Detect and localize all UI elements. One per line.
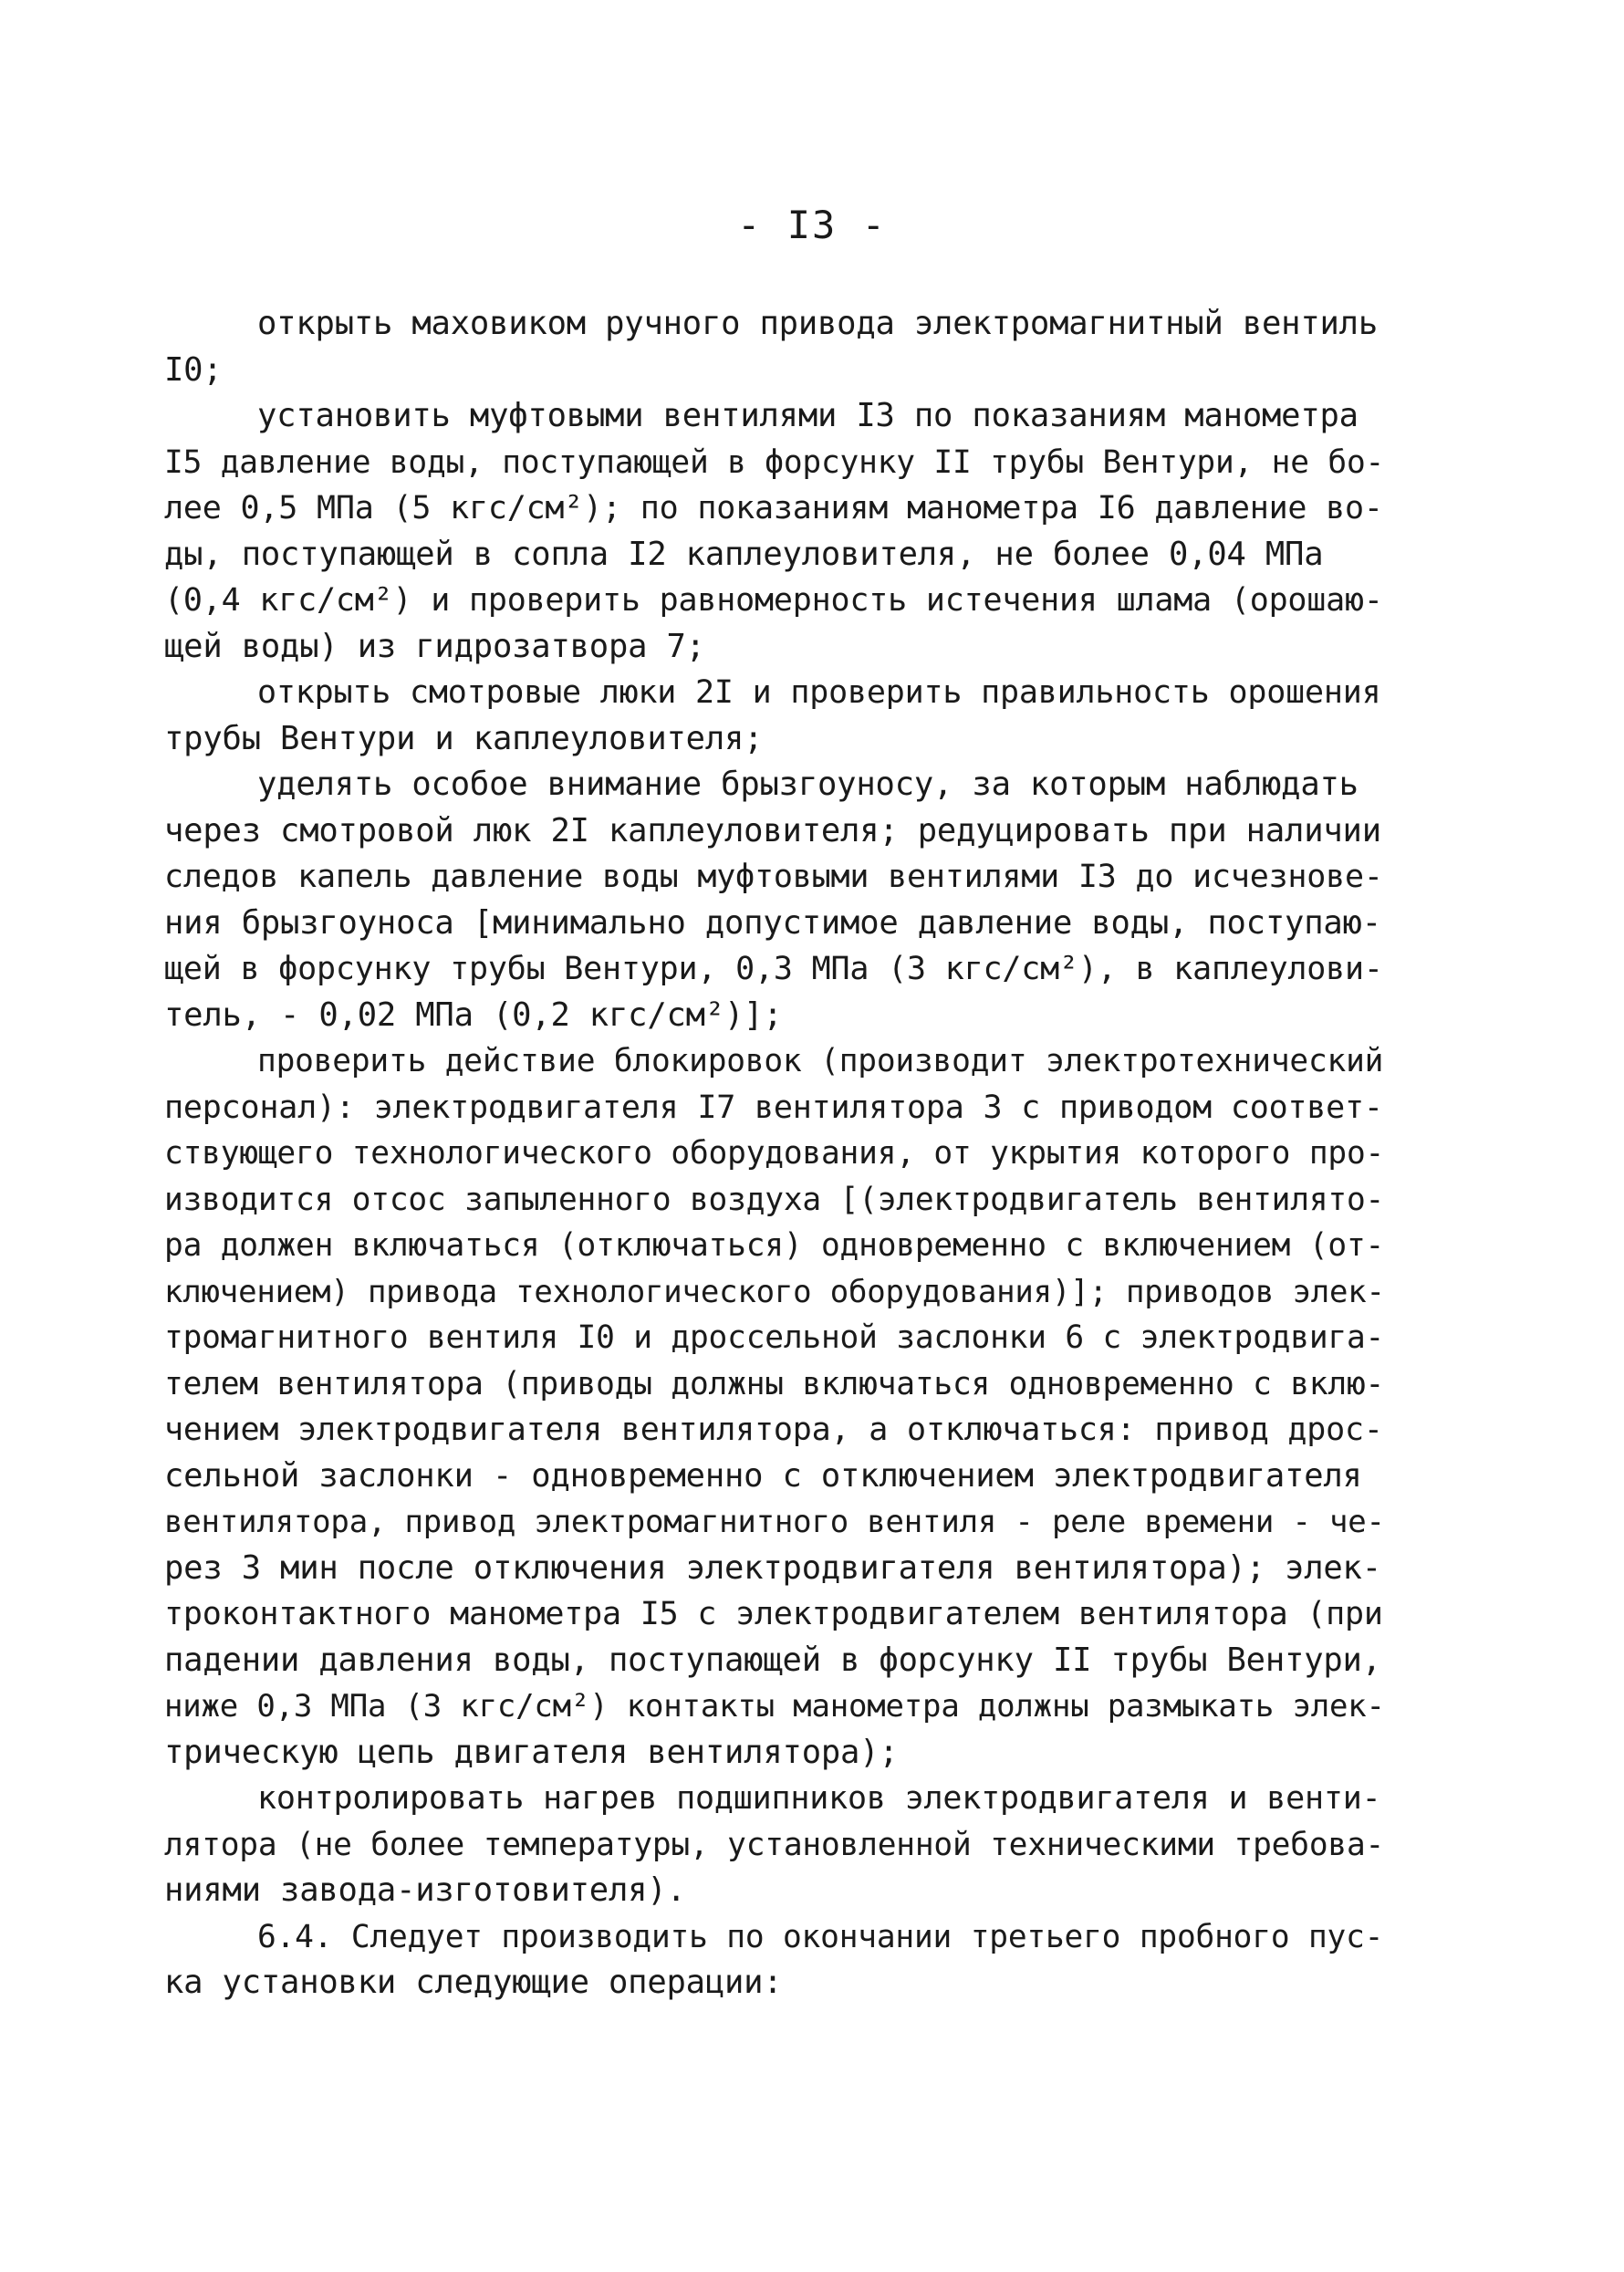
text-line: тель, - 0,02 МПа (0,2 кгс/см²)]; (164, 995, 783, 1034)
text-line: тромагнитного вентиля I0 и дроссельной заслонки 6 с электродвига- (164, 1319, 1385, 1356)
text-line: ключением) привода технологического оборудования)]; приводов элек- (164, 1273, 1385, 1310)
text-line: проверить действие блокировок (производит электротехнический (257, 1043, 1384, 1079)
text-line: ниями завода-изготовителя). (164, 1871, 686, 1909)
text-line: уделять особое внимание брызгоуносу, за которым наблюдать (257, 766, 1359, 803)
text-line: через смотровой люк 2I каплеуловителя; редуцировать при наличии (164, 811, 1381, 849)
text-line: трубы Вентури и каплеуловителя; (164, 719, 764, 757)
text-line: лее 0,5 МПа (5 кгс/см²); по показаниям манометра I6 давление во- (164, 490, 1383, 526)
text-line: изводится отсос запыленного воздуха [(электродвигатель вентилято- (164, 1181, 1385, 1218)
text-line: лятора (не более температуры, установленной техническими требова- (164, 1826, 1385, 1863)
text-line: 6.4. Следует производить по окончании третьего пробного пус- (257, 1918, 1384, 1955)
text-line: ниже 0,3 МПа (3 кгс/см²) контакты манометра должны размыкать элек- (164, 1688, 1385, 1725)
text-line: щей воды) из гидрозатвора 7; (164, 627, 705, 665)
text-line: троконтактного манометра I5 с электродвигателем вентилятора (при (164, 1596, 1383, 1632)
text-line: ствующего технологического оборудования, от укрытия которого про- (164, 1135, 1385, 1172)
text-line: следов капель давление воды муфтовыми вентилями I3 до исчезнове- (164, 859, 1383, 895)
text-line: сельной заслонки - одновременно с отключением электродвигателя (164, 1456, 1362, 1495)
text-line: ра должен включаться (отключаться) одновременно с включением (от- (164, 1227, 1385, 1264)
text-line: ды, поступающей в сопла I2 каплеуловителя, не более 0,04 МПа (164, 535, 1324, 573)
text-line: открыть маховиком ручного привода электромагнитный вентиль (257, 305, 1379, 342)
text-line: ка установки следующие операции: (164, 1964, 783, 2001)
text-line: щей в форсунку трубы Вентури, 0,3 МПа (3 кгс/см²), в каплеулови- (164, 951, 1383, 987)
document-body (164, 301, 1391, 2006)
page-number: - I3 - (737, 203, 887, 247)
text-line: трическую цепь двигателя вентилятора); (164, 1733, 899, 1771)
text-line: вентилятора, привод электромагнитного вентиля - реле времени - че- (164, 1504, 1385, 1540)
text-line: контролировать нагрев подшипников электродвигателя и венти- (257, 1780, 1381, 1817)
text-line: персонал): электродвигателя I7 вентилятора 3 с приводом соответ- (164, 1089, 1383, 1126)
text-line: чением электродвигателя вентилятора, а отключаться: привод дрос- (164, 1412, 1383, 1448)
text-line: падении давления воды, поступающей в форсунку II трубы Вентури, (164, 1641, 1381, 1679)
text-line: I5 давление воды, поступающей в форсунку II трубы Вентури, не бо- (164, 443, 1385, 481)
text-line: установить муфтовыми вентилями I3 по показаниям манометра (257, 397, 1359, 434)
text-line: I0; (164, 350, 223, 389)
text-line: рез 3 мин после отключения электродвигателя вентилятора); элек- (164, 1548, 1381, 1587)
text-line: открыть смотровые люки 2I и проверить правильность орошения (257, 674, 1381, 711)
text-line: ния брызгоуноса [минимально допустимое давление воды, поступаю- (164, 903, 1381, 942)
text-line: (0,4 кгс/см²) и проверить равномерность истечения шлама (орошаю- (164, 582, 1383, 619)
text-line: телем вентилятора (приводы должны включаться одновременно с вклю- (164, 1365, 1385, 1402)
